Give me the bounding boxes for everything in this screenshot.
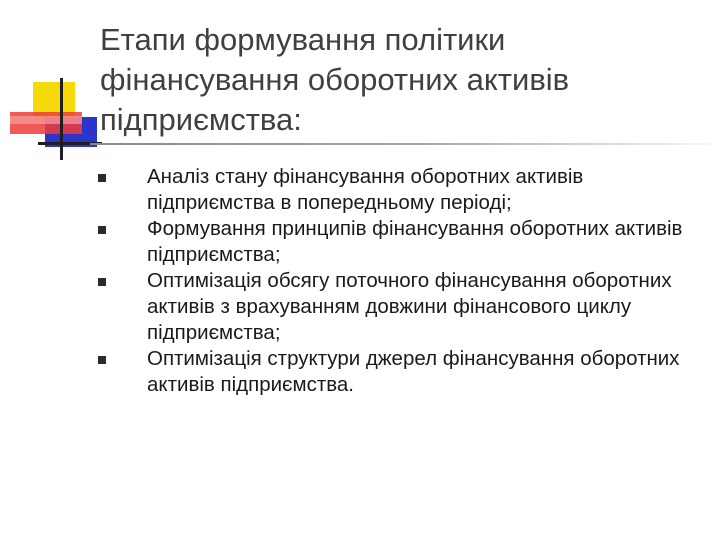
bullet-item: [0, 346, 720, 398]
bullet-marker-icon: [98, 174, 106, 182]
bullet-marker-icon: [98, 226, 106, 234]
bullet-text: Формування принципів фінансування оборотних активів підприємства;: [147, 217, 683, 266]
bullet-item: [0, 164, 720, 216]
bullet-item: [0, 216, 720, 268]
bullet-item: [0, 268, 720, 346]
bullet-marker-icon: [98, 356, 106, 364]
title-underline: [90, 143, 712, 145]
slide-title: Етапи формування політики фінансування оборотних активів підприємства:: [100, 22, 570, 137]
deco-vertical-line: [60, 78, 63, 160]
bullet-text: Аналіз стану фінансування оборотних активів підприємства в попередньому періоді;: [147, 165, 584, 214]
deco-red-highlight: [10, 116, 82, 124]
bullet-list: [0, 164, 720, 398]
bullet-text: Оптимізація обсягу поточного фінансування оборотних активів з врахуванням довжини фінансового циклу підприємства;: [147, 269, 672, 344]
bullet-marker-icon: [98, 278, 106, 286]
bullet-text: Оптимізація структури джерел фінансування оборотних активів підприємства.: [147, 347, 680, 396]
